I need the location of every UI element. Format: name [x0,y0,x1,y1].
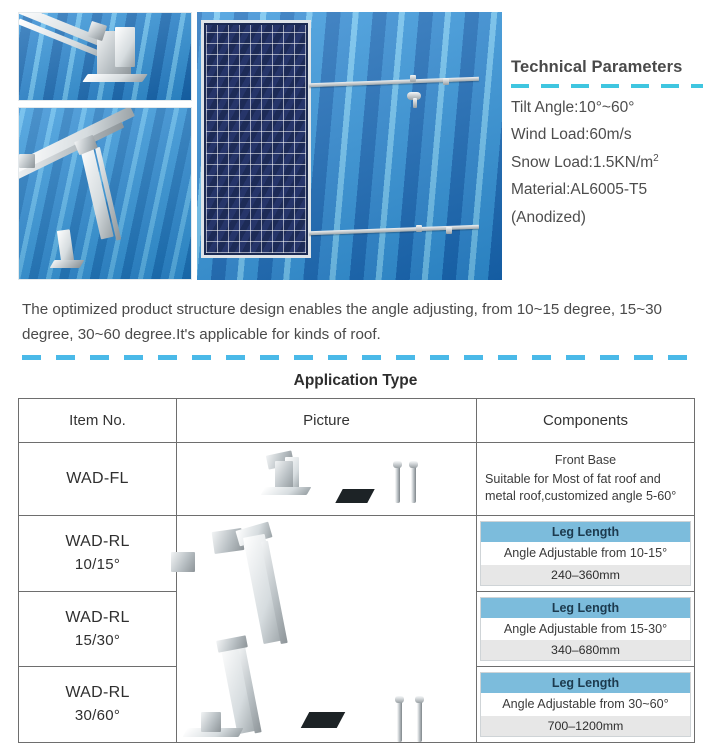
tech-param-anodized: (Anodized) [511,208,586,226]
column-header-components: Components [477,399,695,443]
leg-left-clamp [171,552,195,572]
bolt-head-1b [409,461,418,468]
tech-param-snow-text: Snow Load:1.5KN/m [511,153,654,171]
picture-cell-1[interactable] [177,443,477,516]
bolt-2b [417,700,422,742]
components-cell-2 [477,516,695,592]
front-base-foot [261,487,312,495]
table-row [19,443,695,516]
rubber-pad-1 [335,489,374,503]
table-row [19,516,695,592]
bracket-foot [82,74,147,82]
item-no-label-3: WAD-RL [65,608,130,626]
thumbnail-clamp-bracket[interactable] [18,12,192,101]
rail-clamp-4 [416,225,422,232]
main-product-photo[interactable] [197,12,502,280]
leg-foot [50,260,85,268]
description-text: The optimized product structure design enables the angle adjusting, from 10~15 degree, 15~30 degree, 30~60 degree.It's applicable for kinds of roof. [22,301,662,343]
item-no-label-1: WAD-FL [66,470,129,487]
leg-length-box-3 [480,597,691,661]
components-cell-1 [477,443,695,516]
rail-clamp-5 [446,227,452,234]
left-clamp [19,154,35,168]
front-base-head: Front Base [554,452,617,467]
components-cell-3 [477,591,695,667]
hero-section [0,0,711,288]
leg-length-sub-2: Angle Adjustable from 10-15° [481,542,690,564]
item-no-cell-1 [19,443,177,516]
item-no-sub-3: 15/30° [74,631,121,649]
column-header-picture: Picture [177,399,477,443]
dashed-divider-tech [511,84,703,88]
item-no-sub-4: 30/60° [74,707,121,725]
thumbnail-column [18,12,190,280]
leg-length-sub-4: Angle Adjustable from 30~60° [481,693,690,715]
bolt-head-1a [393,461,402,468]
description-block [22,298,690,369]
bolt-head-2a [395,696,404,703]
rail-clamp-1 [410,75,416,82]
bolt-1a [395,465,400,503]
leg-length-range-4: 700–1200mm [481,716,690,736]
front-base-body-text: Suitable for Most of fat roof and metal roof,customized angle 5-60° [485,471,677,503]
tech-param-wind: Wind Load:60m/s [511,126,632,144]
item-no-sub-2: 10/15° [74,556,121,574]
application-type-table [18,398,695,743]
column-header-item-no: Item No. [19,399,177,443]
item-no-cell-4 [19,667,177,743]
item-no-cell-3 [19,591,177,667]
table-header-row [19,399,695,443]
leg-length-range-3: 340–680mm [481,640,690,660]
item-no-label-2: WAD-RL [65,533,130,551]
leg-length-title-4: Leg Length [481,673,690,693]
picture-cell-merged[interactable] [177,516,477,743]
leg-length-range-2: 240–360mm [481,565,690,585]
leg-length-sub-3: Angle Adjustable from 15-30° [481,618,690,640]
leg-length-title-3: Leg Length [481,598,690,618]
item-no-label-4: WAD-RL [65,684,130,702]
rubber-pad-2 [301,712,346,728]
tech-param-snow-sup: 2 [653,152,659,164]
tech-param-material: Material:AL6005-T5 [511,181,648,199]
tech-param-tilt: Tilt Angle:10°~60° [511,99,635,116]
components-cell-4 [477,667,695,743]
leg-base-bracket [201,712,221,732]
bracket-face [115,27,135,67]
rail-clamp-stud [413,98,417,108]
solar-panel [201,20,311,258]
technical-parameters-block [511,58,703,234]
leg-length-box-2 [480,521,691,585]
bolt-2a [397,700,402,742]
tech-param-snow [511,152,703,174]
item-no-cell-2 [19,516,177,592]
leg-length-box-4 [480,672,691,736]
bolt-head-2b [415,696,424,703]
bolt-1b [411,465,416,503]
leg-length-title-2: Leg Length [481,522,690,542]
rail-clamp-2 [443,78,449,85]
thumbnail-adjustable-leg[interactable] [18,107,192,280]
application-type-title: Application Type [293,372,418,389]
tech-heading: Technical Parameters [511,58,683,76]
dashed-divider-description [22,355,690,360]
